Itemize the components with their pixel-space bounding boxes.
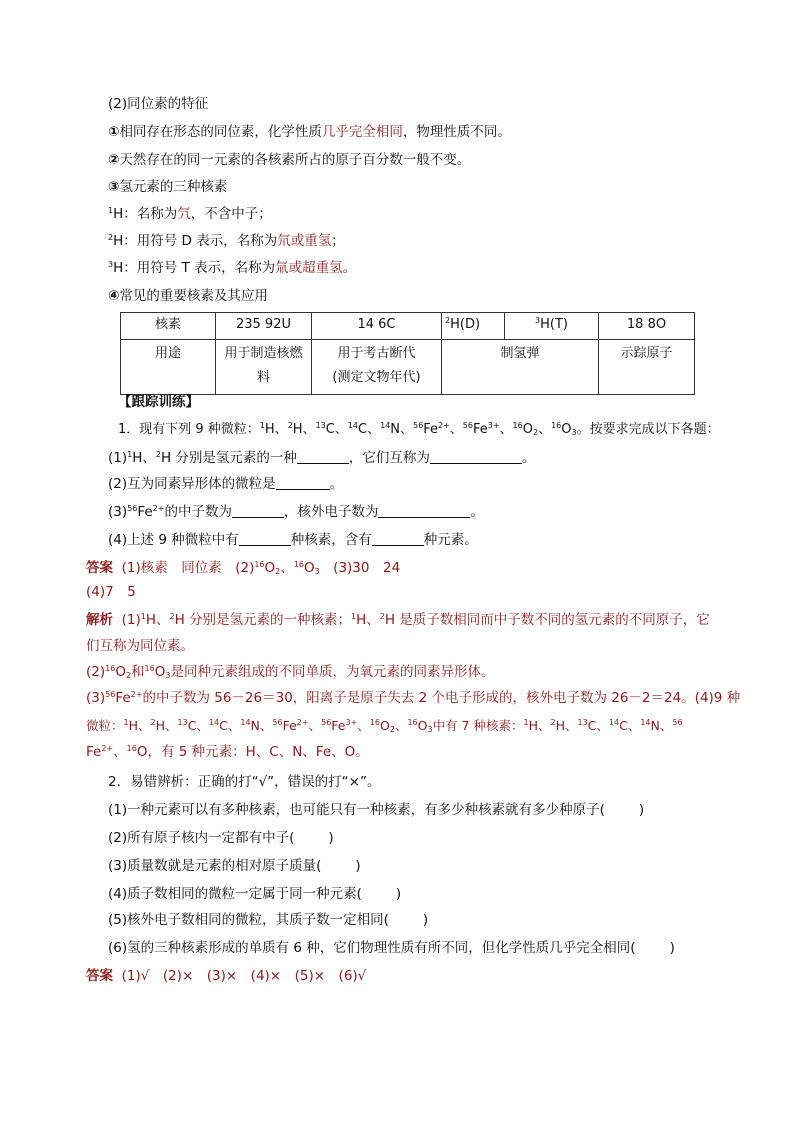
mass-number: 13	[315, 421, 326, 430]
mass-number: 1	[123, 718, 129, 727]
key-phrase: 氚或超重氢	[275, 260, 343, 276]
symbol: Fe	[472, 422, 488, 437]
text: O，有 5 种元素：H、C、N、Fe、O。	[136, 744, 369, 760]
mass-number: 16	[126, 744, 137, 753]
feature-item-4	[108, 286, 268, 306]
symbol: N、	[650, 718, 673, 733]
subscript: 3	[571, 428, 577, 437]
text: 的中子数为	[164, 504, 232, 520]
text: 。	[329, 476, 344, 492]
text: Fe	[137, 504, 153, 520]
explanation-line-2: 们互称为同位素。	[86, 638, 194, 654]
answer-blank[interactable]	[276, 474, 330, 490]
mass-number: 14	[208, 718, 220, 727]
answer-2	[86, 966, 366, 986]
symbol: O	[154, 664, 166, 680]
mass-number: 16	[551, 421, 562, 430]
mass-number: 14	[380, 421, 391, 430]
separator: 、	[357, 718, 370, 733]
mass-number: 2	[169, 612, 175, 621]
mass-number: 16	[254, 560, 265, 569]
subscript: 2	[532, 428, 539, 437]
symbol: O	[417, 718, 428, 733]
mass-number: 1	[140, 612, 146, 621]
question-1-part-2	[108, 474, 343, 494]
mass-number: 3	[108, 260, 114, 269]
symbol: C、	[219, 718, 241, 733]
text: (3)	[108, 504, 128, 520]
explanation-line-6	[86, 742, 369, 762]
text: (4)质子数相同的微粒一定属于同一种元素(	[108, 886, 362, 902]
text: H：用符号 D 表示，名称为	[113, 233, 278, 249]
explanation-line-5	[86, 716, 683, 736]
mass-number: 2	[150, 718, 156, 727]
symbol: C、	[619, 718, 641, 733]
feature-item-1	[108, 122, 511, 142]
explanation-line-4	[86, 688, 740, 708]
mass-number: 56	[105, 690, 116, 699]
mass-number: 2	[287, 421, 293, 430]
table-cell: 制氢弹	[442, 340, 599, 395]
mass-number: 56	[462, 421, 473, 430]
mass-number: 56	[272, 718, 283, 727]
text: (3)质量数就是元素的相对原子质量(	[108, 858, 322, 874]
answer-blank[interactable]	[430, 448, 522, 464]
text: H、	[356, 612, 380, 628]
table-cell: 示踪原子	[599, 340, 695, 395]
hydrogen-tritium	[108, 258, 356, 278]
text: (2)所有原子核内一定都有中子(	[108, 830, 295, 846]
text: )	[328, 830, 334, 846]
subscript: 3	[427, 725, 433, 734]
symbol: Fe	[86, 744, 102, 760]
charge: 2+	[296, 718, 309, 727]
question-2-stem: 2．易错辨析：正确的打“√”，错误的打“×”。	[108, 774, 381, 790]
hydrogen-protium	[108, 204, 272, 224]
answer-blank[interactable]	[239, 530, 291, 546]
text: ，物理性质不同。	[402, 124, 511, 140]
text: 相同存在形态的同位素，化学性质	[119, 124, 322, 140]
mass-number: 16	[407, 718, 418, 727]
text: H、	[145, 612, 170, 628]
subscript: 3	[314, 567, 320, 576]
symbol: C、	[587, 718, 609, 733]
mass-number: 2	[445, 316, 451, 325]
explanation-line-3	[86, 662, 494, 682]
mass-number: 13	[577, 718, 588, 727]
symbol: O	[561, 422, 572, 437]
mass-number: 1	[523, 718, 529, 727]
text: (1)一种元素可以有多种核素，也可能只有一种核素，有多少种核素就有多少种原子(	[108, 802, 605, 818]
cell-line: 用于考古断代	[337, 346, 416, 361]
mass-number: 16	[144, 664, 155, 673]
question-1-stem	[118, 420, 720, 440]
text: 常见的重要核素及其应用	[119, 288, 268, 304]
answer-blank[interactable]	[297, 448, 349, 464]
symbol: H、	[292, 422, 316, 437]
symbol: O	[303, 560, 315, 576]
text: H、	[132, 450, 156, 466]
text: (3)	[86, 690, 106, 706]
separator: 、	[308, 718, 322, 733]
text: 中有 7 种核素：	[432, 718, 524, 733]
subscript: 3	[165, 671, 171, 680]
charge: 3+	[345, 718, 358, 727]
separator: 、	[538, 422, 552, 437]
text: 氢元素的三种核素	[119, 179, 228, 195]
mass-number: 16	[293, 560, 304, 569]
text: 。	[342, 260, 357, 276]
key-phrase: 几乎完全相同	[321, 124, 403, 140]
symbol: Fe	[282, 718, 297, 733]
answer-blank[interactable]	[232, 502, 284, 518]
question-2-item	[108, 938, 675, 958]
question-2-item	[108, 828, 334, 848]
hydrogen-deuterium	[108, 231, 345, 251]
text: (4)上述 9 种微粒中有	[108, 532, 239, 548]
text: H：用符号 T 表示，名称为	[113, 260, 276, 276]
text: (3)30 24	[319, 560, 401, 576]
symbol: C、	[325, 422, 348, 437]
text: 种核素，含有	[290, 532, 372, 548]
symbol: N、	[250, 718, 273, 733]
separator: 、	[499, 422, 513, 437]
text: ，不含中子；	[190, 206, 272, 222]
mass-number: 16	[369, 718, 380, 727]
mass-number: 1	[127, 450, 133, 459]
text: 种元素。	[423, 532, 478, 548]
text: )	[395, 886, 402, 902]
section-title: (2)同位素的特征	[108, 96, 209, 112]
nuclide-symbol: H(D)	[450, 317, 481, 332]
item-number: ①	[108, 124, 120, 140]
separator: 、	[449, 422, 463, 437]
symbol: C、	[358, 422, 381, 437]
subscript: 2	[275, 567, 281, 576]
table-header-cell: 核素	[121, 313, 216, 340]
question-1-part-4	[108, 530, 478, 550]
table-cell: 14 6C	[312, 313, 442, 340]
charge: 2+	[101, 744, 114, 753]
answer-label: 答案	[86, 968, 113, 984]
mass-number: 1	[108, 206, 114, 215]
mass-number: 2	[550, 718, 556, 727]
table-cell: 18 8O	[599, 313, 695, 340]
text: )	[638, 802, 645, 818]
key-phrase: 氘或重氢	[277, 233, 332, 249]
separator: 、	[280, 560, 294, 576]
text: (1)	[121, 612, 141, 628]
mass-number: 2	[379, 612, 385, 621]
mass-number: 56	[413, 421, 424, 430]
symbol: H、	[264, 422, 288, 437]
text: H 分别是氢元素的一种	[160, 450, 297, 466]
cell-line: (测定文物年代)	[332, 370, 421, 385]
table-cell	[442, 313, 505, 340]
text: ，核外电子数为	[283, 504, 379, 520]
text: 的中子数为 56－26＝30，阳离子是原子失去 2 个电子形成的，核外电子数为 26－2＝24。(4)9 种	[142, 690, 741, 706]
text: (2)	[86, 664, 106, 680]
explanation-line-1	[86, 610, 710, 630]
feature-item-3	[108, 177, 227, 197]
symbol: C、	[187, 718, 209, 733]
symbol: O	[380, 718, 390, 733]
text: )	[669, 940, 675, 956]
mass-number: 13	[177, 718, 188, 727]
training-title: 【跟踪训练】	[118, 394, 199, 410]
symbol: H、	[128, 718, 151, 733]
subscript: 2	[389, 725, 395, 734]
text: (5)核外电子数相同的微粒，其质子数一定相同(	[108, 912, 389, 928]
table-row	[121, 340, 695, 395]
charge: 3+	[487, 421, 500, 430]
mass-number: 14	[240, 718, 251, 727]
text: (1)√ (2)× (3)× (4)× (5)× (6)√	[121, 968, 367, 984]
text: H 是质子数相同而中子数不同的氢元素的不同原子，它	[384, 612, 710, 628]
item-number: ③	[108, 179, 120, 195]
text: ；	[331, 233, 345, 249]
feature-item-2	[108, 150, 470, 170]
key-phrase: 氕	[177, 206, 191, 222]
table-row	[121, 313, 695, 340]
answer-1-line-1	[86, 558, 400, 578]
table-cell	[312, 340, 442, 395]
symbol: Fe	[115, 690, 131, 706]
mass-number: 14	[608, 718, 620, 727]
question-1-part-1	[108, 448, 535, 468]
text: (2)互为同素异形体的微粒是	[108, 476, 276, 492]
text: H 分别是氢元素的一种核素；	[174, 612, 352, 628]
text: 。按要求完成以下各题：	[576, 422, 720, 437]
symbol: Fe	[423, 422, 438, 437]
text: (6)氢的三种核素形成的单质有 6 种，它们物理性质有所不同，但化学性质几乎完全相同(	[108, 940, 636, 956]
text: 天然存在的同一元素的各核素所占的原子百分数一般不变。	[119, 152, 471, 168]
text: ，它们互称为	[348, 450, 430, 466]
mass-number: 3	[535, 316, 541, 325]
question-2-item	[108, 856, 361, 876]
mass-number: 56	[672, 718, 683, 727]
table-header-cell: 用途	[121, 340, 216, 395]
text: 微粒：	[86, 718, 124, 733]
symbol: O	[522, 422, 533, 437]
text: (1)核素 同位素 (2)	[121, 560, 255, 576]
mass-number: 1	[259, 421, 265, 430]
question-2-item	[108, 910, 428, 930]
question-2-item	[108, 800, 644, 820]
text: 。	[521, 450, 536, 466]
answer-1-line-2: (4)7 5	[86, 584, 136, 600]
symbol: N、	[390, 422, 414, 437]
charge: 2+	[437, 421, 450, 430]
text: 是同种元素组成的不同单质，为氧元素的同素异形体。	[170, 664, 495, 680]
text: 。	[470, 504, 484, 520]
table-cell: 用于制造核燃料	[216, 340, 312, 395]
charge: 2+	[130, 690, 143, 699]
explanation-label: 解析	[86, 612, 113, 628]
mass-number: 14	[640, 718, 651, 727]
table-cell	[505, 313, 599, 340]
mass-number: 2	[155, 450, 161, 459]
mass-number: 16	[105, 664, 116, 673]
answer-blank[interactable]	[378, 502, 470, 518]
charge: 2+	[152, 504, 165, 513]
question-2-item	[108, 884, 401, 904]
text: H：名称为	[113, 206, 178, 222]
item-number: ④	[108, 288, 120, 304]
table-cell: 235 92U	[216, 313, 312, 340]
text: (1)	[108, 450, 128, 466]
nuclide-table	[120, 312, 695, 395]
symbol: H、	[155, 718, 178, 733]
text: 1．现有下列 9 种微粒：	[118, 422, 260, 437]
symbol: H、	[528, 718, 551, 733]
separator: 、	[113, 744, 127, 760]
subscript: 2	[125, 671, 132, 680]
mass-number: 56	[321, 718, 332, 727]
symbol: Fe	[331, 718, 346, 733]
symbol: H、	[555, 718, 578, 733]
question-1-part-3	[108, 502, 484, 522]
mass-number: 2	[108, 233, 114, 242]
answer-blank[interactable]	[372, 530, 424, 546]
answer-label: 答案	[86, 560, 113, 576]
item-number: ②	[108, 152, 120, 168]
symbol: O	[115, 664, 126, 680]
text: 和	[131, 664, 145, 680]
nuclide-symbol: H(T)	[540, 317, 568, 332]
mass-number: 14	[347, 421, 359, 430]
mass-number: 56	[127, 504, 138, 513]
mass-number: 16	[512, 421, 523, 430]
text: )	[422, 912, 429, 928]
mass-number: 1	[351, 612, 357, 621]
separator: 、	[394, 718, 408, 733]
symbol: O	[264, 560, 276, 576]
text: )	[355, 858, 361, 874]
